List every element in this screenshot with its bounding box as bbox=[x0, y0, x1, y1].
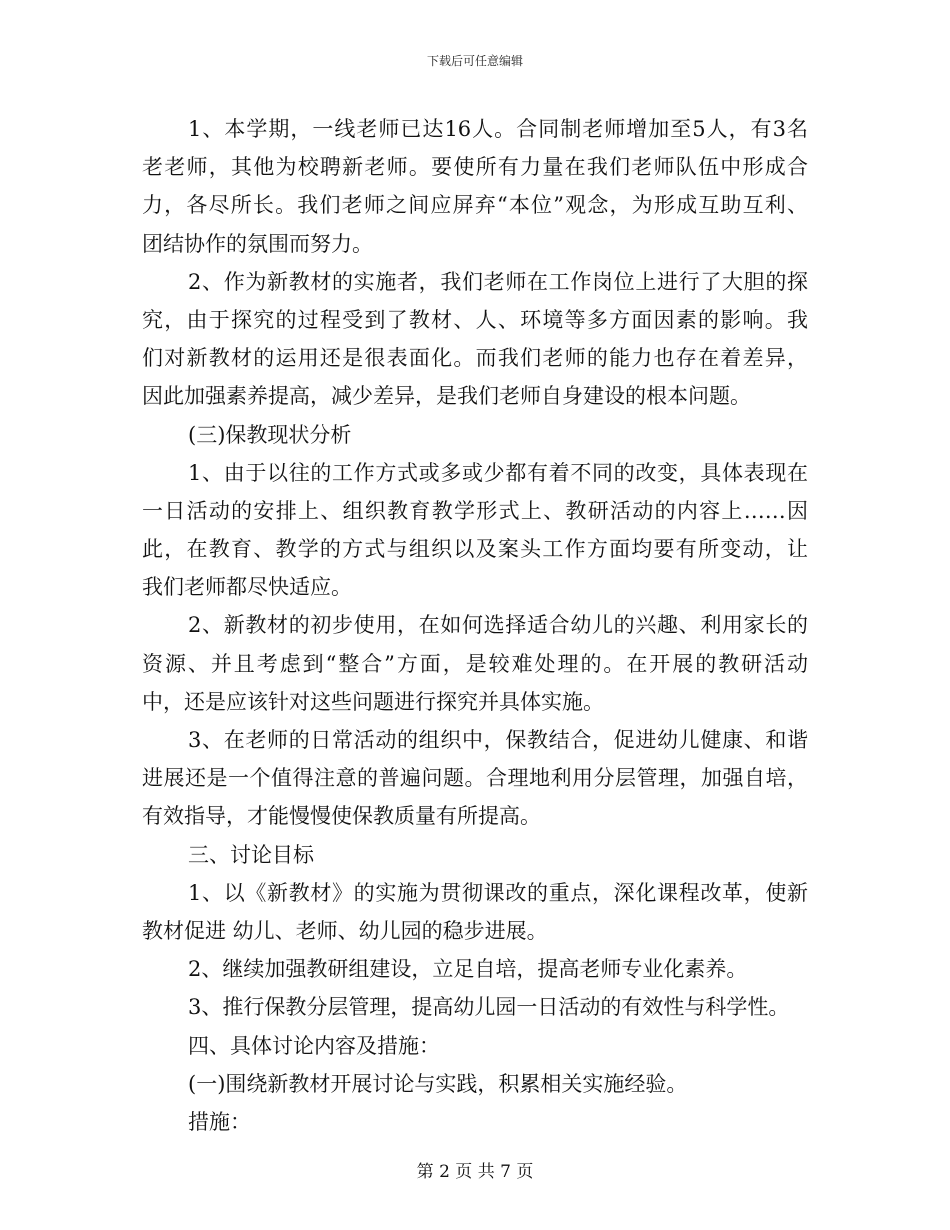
text-line: 我们老师都尽快适应。 bbox=[142, 575, 352, 600]
text-line: 团结协作的氛围而努力。 bbox=[142, 231, 373, 256]
text-line: 此，在教育、教学的方式与组织以及案头工作方面均要有所变动，让 bbox=[142, 537, 808, 562]
text-line: 老老师，其他为校聘新老师。要使所有力量在我们老师队伍中形成合 bbox=[142, 155, 808, 180]
text-line: 一日活动的安排上、组织教育教学形式上、教研活动的内容上……因 bbox=[142, 498, 808, 523]
text-line: 因此加强素养提高，减少差异，是我们老师自身建设的根本问题。 bbox=[142, 384, 751, 409]
page-header: 下载后可任意编辑 bbox=[426, 54, 523, 68]
text-line: 三、讨论目标 bbox=[188, 842, 314, 867]
text-line: 力，各尽所长。我们老师之间应屏弃“本位”观念，为形成互助互利、 bbox=[142, 193, 808, 218]
text-line: 有效指导，才能慢慢使保教质量有所提高。 bbox=[142, 804, 541, 829]
text-line: 2、作为新教材的实施者，我们老师在工作岗位上进行了大胆的探 bbox=[188, 269, 808, 294]
text-line: 究，由于探究的过程受到了教材、人、环境等多方面因素的影响。我 bbox=[142, 307, 808, 332]
text-line: 2、继续加强教研组建设，立足自培，提高老师专业化素养。 bbox=[188, 957, 748, 982]
text-line: 3、在老师的日常活动的组织中，保教结合，促进幼儿健康、和谐 bbox=[188, 728, 808, 752]
text-line: 资源、并且考虑到“整合”方面，是较难处理的。在开展的教研活动 bbox=[142, 651, 808, 676]
document-body bbox=[142, 110, 808, 1141]
text-line: 1、以《新教材》的实施为贯彻课改的重点，深化课程改革，使新 bbox=[188, 880, 808, 905]
text-line: 措施： bbox=[188, 1109, 251, 1134]
page-footer: 第 2 页 共 7 页 bbox=[416, 1162, 534, 1182]
text-line: 2、新教材的初步使用，在如何选择适合幼儿的兴趣、利用家长的 bbox=[188, 613, 808, 638]
text-line: 3、推行保教分层管理，提高幼儿园一日活动的有效性与科学性。 bbox=[188, 995, 790, 1020]
text-line: 们对新教材的运用还是很表面化。而我们老师的能力也存在着差异， bbox=[142, 346, 808, 371]
text-line: (一)围绕新教材开展讨论与实践，积累相关实施经验。 bbox=[188, 1071, 688, 1096]
text-line: 1、本学期，一线老师已达16人。合同制老师增加至5人，有3名 bbox=[188, 117, 808, 141]
text-line: (三)保教现状分析 bbox=[188, 422, 352, 447]
text-line: 进展还是一个值得注意的普遍问题。合理地利用分层管理，加强自培， bbox=[142, 766, 808, 791]
text-line: 1、由于以往的工作方式或多或少都有着不同的改变，具体表现在 bbox=[188, 460, 808, 485]
text-line: 教材促进 幼儿、老师、幼儿园的稳步进展。 bbox=[142, 918, 548, 943]
text-line: 中，还是应该针对这些问题进行探究并具体实施。 bbox=[142, 689, 604, 714]
text-line: 四、具体讨论内容及措施： bbox=[188, 1033, 440, 1058]
